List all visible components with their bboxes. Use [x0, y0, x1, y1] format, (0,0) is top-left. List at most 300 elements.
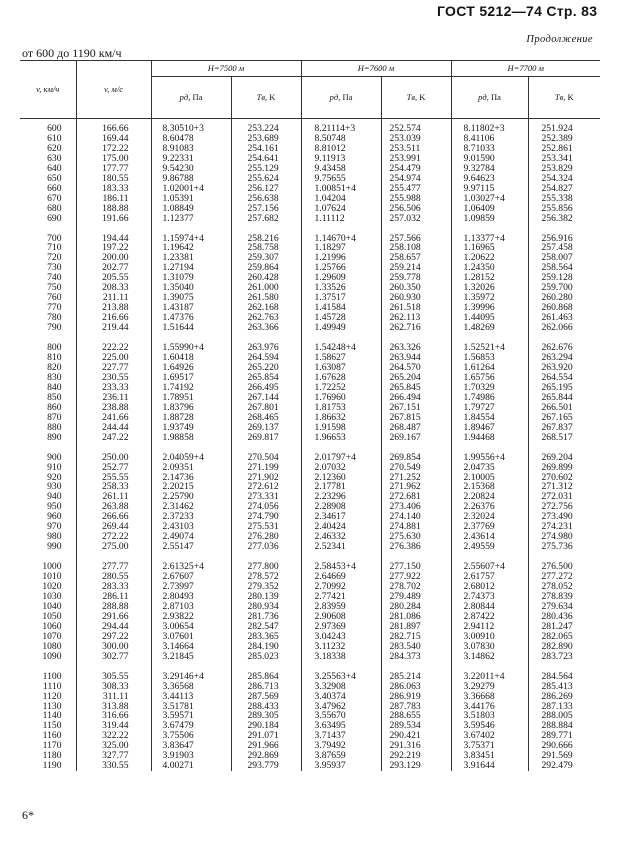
- table-cell: 285.413: [528, 682, 600, 692]
- table-cell: 1.89467: [451, 423, 528, 433]
- table-cell: 690: [47, 212, 62, 224]
- table-cell: 270.504: [231, 453, 301, 463]
- table-cell: 8.50748: [301, 134, 381, 144]
- table-cell: 3.44176: [451, 702, 528, 712]
- table-cell: 3.21845: [151, 652, 231, 662]
- table-cell: 282.065: [528, 632, 600, 642]
- table-cell: 291.66: [76, 612, 151, 622]
- table-cell: 258.007: [528, 253, 600, 263]
- col-header-p-7500: pд, Па: [151, 77, 231, 119]
- table-cell: 2.61757: [451, 572, 528, 582]
- table-cell: 1.15974+4: [151, 234, 231, 244]
- table-cell: 280.436: [528, 612, 600, 622]
- table-cell: 1.99556+4: [451, 453, 528, 463]
- table-cell: 255.55: [76, 473, 151, 483]
- table-cell: 265.845: [381, 383, 451, 393]
- table-cell: 274.881: [381, 522, 451, 532]
- table-cell: 291.569: [528, 751, 600, 761]
- table-cell: 1.64926: [151, 363, 231, 373]
- table-cell: 2.01797+4: [301, 453, 381, 463]
- table-row: [20, 542, 600, 552]
- table-cell: 257.682: [231, 214, 301, 224]
- table-cell: 850: [47, 391, 62, 403]
- table-cell: 222.22: [76, 343, 151, 353]
- table-cell: 300.00: [76, 642, 151, 652]
- table-cell: 1130: [42, 700, 62, 712]
- table-cell: 3.51803: [451, 711, 528, 721]
- table-cell: 259.214: [381, 263, 451, 273]
- table-cell: 264.554: [528, 373, 600, 383]
- table-cell: 302.77: [76, 652, 151, 662]
- table-cell: 276.500: [528, 562, 600, 572]
- group-header-7500: H=7500 м: [151, 61, 301, 77]
- table-cell: 1.12377: [151, 214, 231, 224]
- table-cell: 900: [47, 451, 62, 463]
- table-cell: 283.365: [231, 632, 301, 642]
- col-header-v-ms: v, м/с: [76, 61, 151, 119]
- table-cell: 267.801: [231, 403, 301, 413]
- table-cell: 238.88: [76, 403, 151, 413]
- table-cell: 620: [47, 142, 62, 154]
- table-cell: 1010: [42, 571, 62, 583]
- table-cell: 251.924: [528, 119, 600, 134]
- table-cell: 1.52521+4: [451, 343, 528, 353]
- table-cell: 8.91083: [151, 144, 231, 154]
- table-cell: 1.16965: [451, 243, 528, 253]
- table-cell: 9.01590: [451, 154, 528, 164]
- table-cell: 268.465: [231, 413, 301, 423]
- table-cell: 3.36568: [151, 682, 231, 692]
- table-cell: 1.04204: [301, 194, 381, 204]
- table-cell: 3.44113: [151, 692, 231, 702]
- table-cell: 1.84554: [451, 413, 528, 423]
- table-cell: 3.14862: [451, 652, 528, 662]
- table-cell: 293.779: [231, 761, 301, 771]
- table-cell: 277.150: [381, 562, 451, 572]
- table-cell: 1.08849: [151, 204, 231, 214]
- table-cell: 266.66: [76, 512, 151, 522]
- table-cell: 2.28908: [301, 502, 381, 512]
- table-cell: 2.17781: [301, 482, 381, 492]
- table-cell: 3.75506: [151, 731, 231, 741]
- table-cell: 287.569: [231, 692, 301, 702]
- table-cell: 810: [47, 352, 62, 364]
- table-cell: 790: [47, 322, 62, 334]
- table-cell: 1.05391: [151, 194, 231, 204]
- table-cell: 1.69517: [151, 373, 231, 383]
- table-cell: 1.44095: [451, 313, 528, 323]
- table-row: [20, 119, 600, 134]
- table-cell: 3.36668: [451, 692, 528, 702]
- table-cell: 289.534: [381, 721, 451, 731]
- table-cell: 274.231: [528, 522, 600, 532]
- table-cell: 860: [47, 401, 62, 413]
- table-cell: 191.66: [76, 214, 151, 224]
- table-cell: 9.32784: [451, 164, 528, 174]
- table-cell: 258.216: [231, 234, 301, 244]
- table-cell: 1040: [42, 600, 62, 612]
- table-cell: 256.506: [381, 204, 451, 214]
- table-cell: 269.204: [528, 453, 600, 463]
- table-cell: 1.58627: [301, 353, 381, 363]
- table-cell: 670: [47, 192, 62, 204]
- table-cell: 1100: [42, 670, 62, 682]
- table-cell: 289.305: [231, 711, 301, 721]
- table-cell: 280.284: [381, 602, 451, 612]
- table-cell: 269.817: [231, 433, 301, 443]
- table-cell: 280.139: [231, 592, 301, 602]
- table-cell: 1.88728: [151, 413, 231, 423]
- table-cell: 265.220: [231, 363, 301, 373]
- table-cell: 1.02001+4: [151, 184, 231, 194]
- table-cell: 3.83647: [151, 741, 231, 751]
- table-cell: 244.44: [76, 423, 151, 433]
- table-cell: 1.54248+4: [301, 343, 381, 353]
- table-cell: 271.252: [381, 473, 451, 483]
- table-cell: 284.564: [528, 672, 600, 682]
- table-cell: 280.934: [231, 602, 301, 612]
- table-cell: 274.790: [231, 512, 301, 522]
- table-cell: 276.386: [381, 542, 451, 552]
- table-cell: 233.33: [76, 383, 151, 393]
- table-cell: 286.269: [528, 692, 600, 702]
- table-cell: 1050: [42, 610, 62, 622]
- table-cell: 270.549: [381, 463, 451, 473]
- table-cell: 1.78951: [151, 393, 231, 403]
- table-cell: 274.980: [528, 532, 600, 542]
- table-cell: 258.564: [528, 263, 600, 273]
- table-cell: 2.10005: [451, 473, 528, 483]
- table-cell: 2.55147: [151, 542, 231, 552]
- table-cell: 241.66: [76, 413, 151, 423]
- table-cell: 2.68012: [451, 582, 528, 592]
- table-cell: 2.46332: [301, 532, 381, 542]
- table-cell: 3.59546: [451, 721, 528, 731]
- table-cell: 252.861: [528, 144, 600, 154]
- table-row: [20, 323, 600, 333]
- table-cell: 1.41584: [301, 303, 381, 313]
- table-cell: 269.899: [528, 463, 600, 473]
- table-cell: 252.574: [381, 119, 451, 134]
- table-cell: 268.487: [381, 423, 451, 433]
- table-cell: 2.80493: [151, 592, 231, 602]
- table-cell: 261.463: [528, 313, 600, 323]
- table-cell: 1030: [42, 590, 62, 602]
- table-cell: 730: [47, 262, 62, 274]
- table-cell: 1.65756: [451, 373, 528, 383]
- table-cell: 255.624: [231, 174, 301, 184]
- table-cell: 169.44: [76, 134, 151, 144]
- table-cell: 1.33526: [301, 283, 381, 293]
- table-cell: 1.48269: [451, 323, 528, 333]
- table-cell: 1.83796: [151, 403, 231, 413]
- table-cell: 1.96653: [301, 433, 381, 443]
- table-cell: 2.64669: [301, 572, 381, 582]
- table-cell: 272.756: [528, 502, 600, 512]
- table-cell: 3.67402: [451, 731, 528, 741]
- table-cell: 288.005: [528, 711, 600, 721]
- table-cell: 263.944: [381, 353, 451, 363]
- table-cell: 286.713: [231, 682, 301, 692]
- table-cell: 1.70329: [451, 383, 528, 393]
- table-cell: 260.280: [528, 293, 600, 303]
- table-cell: 3.14664: [151, 642, 231, 652]
- table-cell: 227.77: [76, 363, 151, 373]
- table-cell: 267.165: [528, 413, 600, 423]
- table-cell: 283.33: [76, 582, 151, 592]
- table-cell: 290.184: [231, 721, 301, 731]
- table-cell: 253.039: [381, 134, 451, 144]
- table-cell: 258.33: [76, 482, 151, 492]
- table-cell: 290.666: [528, 741, 600, 751]
- table-cell: 262.716: [381, 323, 451, 333]
- table-cell: 288.88: [76, 602, 151, 612]
- table-cell: 2.37769: [451, 522, 528, 532]
- table-cell: 281.247: [528, 622, 600, 632]
- table-cell: 1.43187: [151, 303, 231, 313]
- table-cell: 2.73997: [151, 582, 231, 592]
- table-cell: 250.00: [76, 453, 151, 463]
- table-cell: 292.219: [381, 751, 451, 761]
- table-cell: 216.66: [76, 313, 151, 323]
- table-cell: 273.490: [528, 512, 600, 522]
- table-cell: 286.063: [381, 682, 451, 692]
- table-cell: 3.79492: [301, 741, 381, 751]
- table-cell: 780: [47, 312, 62, 324]
- table-cell: 1.14670+4: [301, 234, 381, 244]
- table-cell: 253.511: [381, 144, 451, 154]
- table-cell: 1.35040: [151, 283, 231, 293]
- table-cell: 1110: [43, 680, 62, 692]
- table-cell: 282.890: [528, 642, 600, 652]
- table-cell: 269.167: [381, 433, 451, 443]
- table-cell: 1.74986: [451, 393, 528, 403]
- table-cell: 740: [47, 272, 62, 284]
- table-cell: 277.922: [381, 572, 451, 582]
- table-cell: 1.81753: [301, 403, 381, 413]
- table-cell: 273.331: [231, 492, 301, 502]
- table-cell: 8.71033: [451, 144, 528, 154]
- table-cell: 256.127: [231, 184, 301, 194]
- table-cell: 247.22: [76, 433, 151, 443]
- table-cell: 2.49074: [151, 532, 231, 542]
- table-cell: 1120: [42, 690, 62, 702]
- table-cell: 286.919: [381, 692, 451, 702]
- table-cell: 1.03027+4: [451, 194, 528, 204]
- table-cell: 870: [47, 411, 62, 423]
- table-cell: 1.91598: [301, 423, 381, 433]
- table-cell: 255.988: [381, 194, 451, 204]
- table-cell: 2.31462: [151, 502, 231, 512]
- table-cell: 1.25766: [301, 263, 381, 273]
- table-cell: 172.22: [76, 144, 151, 154]
- col-header-p-7700: pд, Па: [451, 77, 528, 119]
- table-cell: 263.976: [231, 343, 301, 353]
- table-cell: 1020: [42, 581, 62, 593]
- table-cell: 261.000: [231, 283, 301, 293]
- table-cell: 1.37517: [301, 293, 381, 303]
- table-cell: 830: [47, 371, 62, 383]
- table-cell: 1.72252: [301, 383, 381, 393]
- table-cell: 1.19642: [151, 243, 231, 253]
- table-cell: 2.34617: [301, 512, 381, 522]
- table-cell: 2.90608: [301, 612, 381, 622]
- table-cell: 263.326: [381, 343, 451, 353]
- table-cell: 1090: [42, 650, 62, 662]
- table-cell: 267.837: [528, 423, 600, 433]
- table-cell: 322.22: [76, 731, 151, 741]
- table-cell: 261.11: [76, 492, 151, 502]
- table-cell: 272.681: [381, 492, 451, 502]
- table-cell: 265.844: [528, 393, 600, 403]
- table-cell: 710: [47, 242, 62, 254]
- table-cell: 910: [47, 461, 62, 473]
- table-cell: 279.634: [528, 602, 600, 612]
- table-cell: 1.49949: [301, 323, 381, 333]
- table-cell: 284.373: [381, 652, 451, 662]
- table-cell: 2.09351: [151, 463, 231, 473]
- table-cell: 267.815: [381, 413, 451, 423]
- table-cell: 2.67607: [151, 572, 231, 582]
- table-cell: 258.657: [381, 253, 451, 263]
- table-cell: 1.39996: [451, 303, 528, 313]
- table-cell: 281.086: [381, 612, 451, 622]
- table-cell: 8.30510+3: [151, 119, 231, 134]
- table-cell: 313.88: [76, 702, 151, 712]
- table-cell: 275.531: [231, 522, 301, 532]
- table-cell: 2.49559: [451, 542, 528, 552]
- table-cell: 9.22331: [151, 154, 231, 164]
- table-cell: 274.056: [231, 502, 301, 512]
- table-cell: 650: [47, 172, 62, 184]
- table-cell: 3.71437: [301, 731, 381, 741]
- table-cell: 290.421: [381, 731, 451, 741]
- table-cell: 2.15368: [451, 482, 528, 492]
- table-cell: 291.966: [231, 741, 301, 751]
- table-cell: 720: [47, 252, 62, 264]
- table-cell: 840: [47, 381, 62, 393]
- table-cell: 2.80844: [451, 602, 528, 612]
- table-cell: 9.54230: [151, 164, 231, 174]
- table-cell: 2.20824: [451, 492, 528, 502]
- table-cell: 262.168: [231, 303, 301, 313]
- table-cell: 257.566: [381, 234, 451, 244]
- table-cell: 264.594: [231, 353, 301, 363]
- atmosphere-table: [20, 60, 600, 771]
- table-cell: 266.495: [231, 383, 301, 393]
- table-cell: 330.55: [76, 761, 151, 771]
- table-cell: 960: [47, 511, 62, 523]
- table-cell: 271.312: [528, 482, 600, 492]
- table-cell: 3.29279: [451, 682, 528, 692]
- table-cell: 278.052: [528, 582, 600, 592]
- table-cell: 680: [47, 202, 62, 214]
- table-cell: 186.11: [76, 194, 151, 204]
- table-cell: 257.156: [231, 204, 301, 214]
- table-cell: 278.839: [528, 592, 600, 602]
- table-cell: 700: [47, 232, 62, 244]
- table-cell: 166.66: [76, 119, 151, 134]
- table-cell: 319.44: [76, 721, 151, 731]
- table-cell: 292.479: [528, 761, 600, 771]
- table-cell: 1.63087: [301, 363, 381, 373]
- table-body: [20, 119, 600, 772]
- table-cell: 3.11232: [301, 642, 381, 652]
- table-cell: 261.518: [381, 303, 451, 313]
- table-cell: 930: [47, 481, 62, 493]
- table-cell: 277.77: [76, 562, 151, 572]
- table-cell: 219.44: [76, 323, 151, 333]
- table-cell: 289.771: [528, 731, 600, 741]
- table-cell: 3.67479: [151, 721, 231, 731]
- table-cell: 1.21996: [301, 253, 381, 263]
- table-cell: 260.930: [381, 293, 451, 303]
- table-cell: 2.61325+4: [151, 562, 231, 572]
- table-cell: 256.638: [231, 194, 301, 204]
- table-cell: 3.18338: [301, 652, 381, 662]
- table-cell: 1.67628: [301, 373, 381, 383]
- table-cell: 1.98858: [151, 433, 231, 443]
- table-cell: 188.88: [76, 204, 151, 214]
- table-cell: 253.341: [528, 154, 600, 164]
- table-cell: 950: [47, 501, 62, 513]
- table-cell: 2.52341: [301, 542, 381, 552]
- table-cell: 281.897: [381, 622, 451, 632]
- table-cell: 9.43458: [301, 164, 381, 174]
- page-header-gost: ГОСТ 5212—74 Стр. 83: [437, 3, 598, 19]
- table-cell: 253.689: [231, 134, 301, 144]
- table-cell: 8.81012: [301, 144, 381, 154]
- table-cell: 1.93749: [151, 423, 231, 433]
- table-cell: 2.70992: [301, 582, 381, 592]
- table-cell: 267.144: [231, 393, 301, 403]
- table-cell: 202.77: [76, 263, 151, 273]
- table-cell: 3.25563+4: [301, 672, 381, 682]
- table-cell: 284.190: [231, 642, 301, 652]
- page-footer-mark: 6*: [22, 808, 34, 822]
- table-cell: 230.55: [76, 373, 151, 383]
- table-cell: 990: [47, 541, 62, 553]
- table-cell: 272.612: [231, 482, 301, 492]
- table-cell: 327.77: [76, 751, 151, 761]
- table-cell: 1.94468: [451, 433, 528, 443]
- table-cell: 252.77: [76, 463, 151, 473]
- table-cell: 271.902: [231, 473, 301, 483]
- table-cell: 8.11802+3: [451, 119, 528, 134]
- col-header-t-7700: Tв, K: [528, 77, 600, 119]
- table-cell: 266.501: [528, 403, 600, 413]
- table-cell: 3.51781: [151, 702, 231, 712]
- table-cell: 3.59571: [151, 711, 231, 721]
- table-cell: 1.47376: [151, 313, 231, 323]
- table-cell: 2.43103: [151, 522, 231, 532]
- table-cell: 890: [47, 431, 62, 443]
- table-row: [20, 761, 600, 771]
- table-cell: 213.88: [76, 303, 151, 313]
- table-cell: 305.55: [76, 672, 151, 682]
- table-cell: 2.74373: [451, 592, 528, 602]
- table-cell: 2.23296: [301, 492, 381, 502]
- table-cell: 269.137: [231, 423, 301, 433]
- table-cell: 3.47962: [301, 702, 381, 712]
- col-header-v-kmh: v, км/ч: [20, 61, 76, 119]
- table-cell: 316.66: [76, 711, 151, 721]
- table-cell: 259.778: [381, 273, 451, 283]
- table-cell: 1.29609: [301, 273, 381, 283]
- table-cell: 258.108: [381, 243, 451, 253]
- table-cell: 1.00851+4: [301, 184, 381, 194]
- col-header-p-7600: pд, Па: [301, 77, 381, 119]
